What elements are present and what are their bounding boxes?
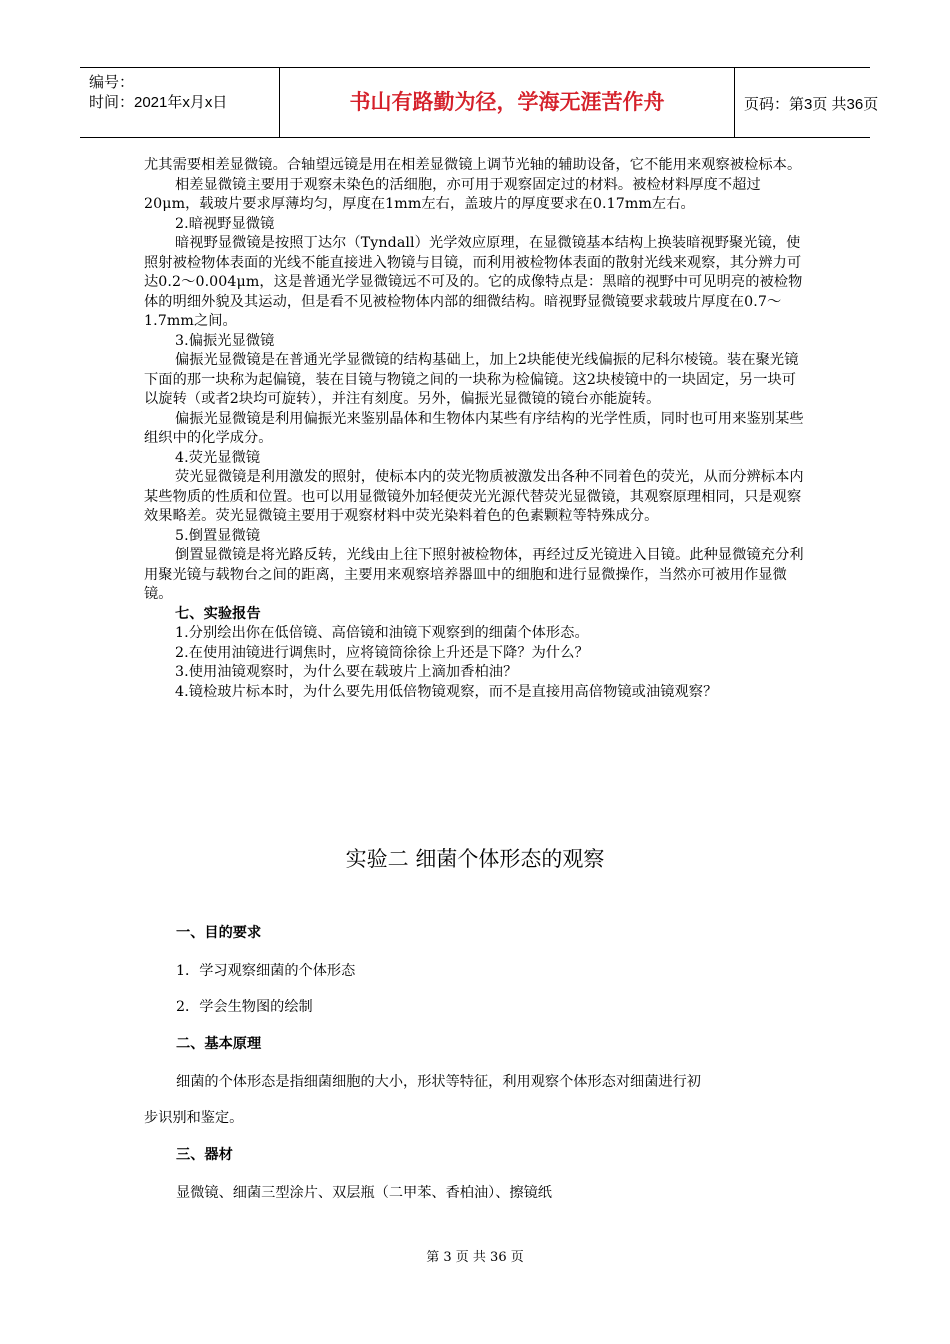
body-paragraph: 3.偏振光显微镜: [175, 332, 275, 349]
body-paragraph: 4.荧光显微镜: [175, 449, 261, 466]
objective-item: 2．学会生物图的绘制: [176, 999, 313, 1015]
body-paragraph: 5.倒置显微镜: [175, 527, 261, 544]
section-heading-materials: 三、器材: [176, 1147, 233, 1163]
page-header: [80, 67, 879, 138]
body-paragraph: 2.暗视野显微镜: [175, 215, 275, 232]
principle-text-line: 细菌的个体形态是指细菌细胞的大小，形状等特征，利用观察个体形态对细菌进行初: [176, 1074, 701, 1090]
body-paragraph: 尤其需要相差显微镜。合轴望远镜是用在相差显微镜上调节光轴的辅助设备，它不能用来观察被检标本。: [144, 157, 802, 173]
objective-item: 1．学习观察细菌的个体形态: [176, 963, 356, 979]
header-info-cell: [80, 68, 278, 137]
principle-text-line: 步识别和鉴定。: [144, 1110, 244, 1126]
body-paragraph: 4.镜检玻片标本时，为什么要先用低倍物镜观察，而不是直接用高倍物镜或油镜观察？: [175, 683, 718, 700]
section-heading-objectives: 一、目的要求: [176, 925, 262, 941]
header-page-label: 页码：第3页 共36页: [744, 96, 879, 113]
header-divider: [734, 68, 735, 137]
document-number-label: 编号：: [89, 74, 135, 91]
body-paragraph: 3.使用油镜观察时，为什么要在载玻片上滴加香柏油？: [175, 664, 518, 680]
body-text: [144, 156, 807, 702]
body-paragraph: 偏振光显微镜是利用偏振光来鉴别晶体和生物体内某些有序结构的光学性质，同时也可用来鉴别某些组织中的化学成分。: [144, 410, 804, 446]
body-paragraph: 相差显微镜主要用于观察未染色的活细胞，亦可用于观察固定过的材料。被检材料厚度不超过20μm，载玻片要求厚薄均匀，厚度在1mm左右，盖玻片的厚度要求在0.17mm左右。: [144, 176, 761, 212]
body-paragraph: 1.分别绘出你在低倍镜、高倍镜和油镜下观察到的细菌个体形态。: [175, 625, 589, 641]
section-heading-principle: 二、基本原理: [176, 1036, 262, 1052]
header-motto: 书山有路勤为径，学海无涯苦作舟: [349, 90, 665, 114]
experiment-title: 实验二 细菌个体形态的观察: [345, 847, 605, 871]
body-paragraph: 荧光显微镜是利用激发的照射，使标本内的荧光物质被激发出各种不同着色的荧光，从而分辨标本内某些物质的性质和位置。也可以用显微镜外加轻便荧光光源代替荧光显微镜，其观察原理相同，只是观察效果略差。荧光显微镜主要用于观察材料中荧光染料着色的色素颗粒等特殊成分。: [144, 469, 804, 524]
body-paragraph: 倒置显微镜是将光路反转，光线由上往下照射被检物体，再经过反光镜进入目镜。此种显微镜充分利用聚光镜与载物台之间的距离，主要用来观察培养器皿中的细胞和进行显微操作，当然亦可被用作显微镜。: [144, 547, 804, 602]
body-paragraph: 暗视野显微镜是按照丁达尔（Tyndall）光学效应原理，在显微镜基本结构上换装暗视野聚光镜，使照射被检物体表面的光线不能直接进入物镜与目镜，而利用被检物体表面的散射光线来观察，其分辨力可达0.2～0.004μm，这是普通光学显微镜远不可及的。它的成像特点是：黑暗的视野中可见明亮的被检物体的明细外貌及其运动，但是看不见被检物体内部的细微结构。暗视野显微镜要求载玻片厚度在0.7～1.7mm之间。: [144, 235, 803, 329]
page-footer: 第 3 页 共 36 页: [426, 1250, 524, 1265]
materials-text: 显微镜、细菌三型涂片、双层瓶（二甲苯、香柏油）、擦镜纸: [176, 1185, 552, 1201]
body-paragraph: 2.在使用油镜进行调焦时，应将镜筒徐徐上升还是下降？为什么？: [175, 644, 589, 661]
body-paragraph: 偏振光显微镜是在普通光学显微镜的结构基础上，加上2块能使光线偏振的尼科尔棱镜。装在聚光镜下面的那一块称为起偏镜，装在目镜与物镜之间的一块称为检偏镜。这2块棱镜中的一块固定，另一块可以旋转（或者2块均可旋转），并注有刻度。另外，偏振光显微镜的镜台亦能旋转。: [144, 352, 799, 407]
document-time-label: 时间：2021年x月x日: [89, 94, 228, 111]
section-heading: 七、实验报告: [175, 605, 261, 622]
